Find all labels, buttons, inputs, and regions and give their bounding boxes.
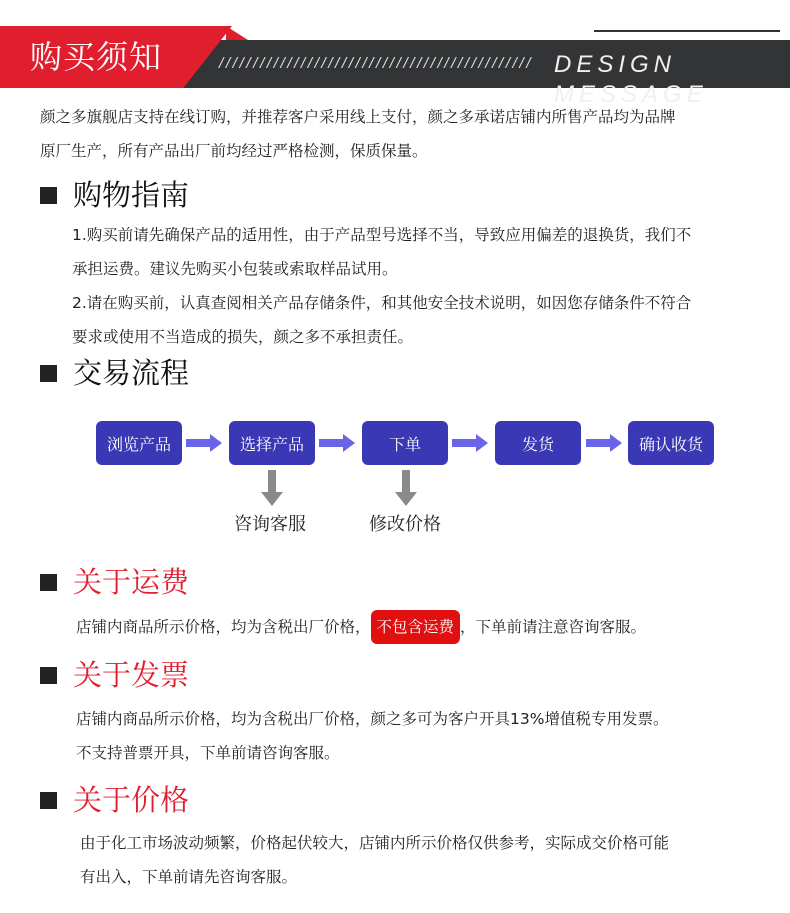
square-bullet-icon [40,792,57,809]
arrow-right-icon [319,434,355,452]
arrow-right-icon [452,434,488,452]
no-shipping-badge: 不包含运费 [371,610,461,644]
header-top-line [594,30,780,32]
section-shipping-heading [40,562,189,602]
price-paragraph [80,826,669,894]
square-bullet-icon [40,667,57,684]
invoice-paragraph [76,702,668,770]
arrow-right-icon [586,434,622,452]
header-subtitle: DESIGN MESSAGE [554,51,708,108]
section-price-heading [40,780,189,820]
header-hatch-decoration: ////////////////////////////////////////////// [218,56,533,71]
intro-paragraph [40,100,780,168]
section-title: 购物指南 [73,178,190,212]
section-title: 交易流程 [73,356,190,390]
flow-step-order: 下单 [362,421,448,465]
flow-step-ship: 发货 [495,421,581,465]
intro-line: 颜之多旗舰店支持在线订购，并推荐客户采用线上支付，颜之多承诺店铺内所售产品均为品牌 [40,108,676,126]
flow-step-select: 选择产品 [229,421,315,465]
shipping-paragraph [76,610,646,644]
page-title: 购买须知 [30,38,163,76]
section-shopping-guide-heading [40,175,189,215]
flow-step-browse: 浏览产品 [96,421,182,465]
shipping-text: ，下单前请注意咨询客服。 [460,618,647,636]
invoice-line: 店铺内商品所示价格，均为含税出厂价格，颜之多可为客户开具13%增值税专用发票。 [76,710,669,728]
flow-note-modify-price: 修改价格 [369,514,441,535]
section-title: 关于发票 [73,658,190,692]
invoice-line: 不支持普票开具，下单前请咨询客服。 [76,744,340,762]
arrow-right-icon [186,434,222,452]
arrow-down-icon [261,470,283,506]
shopping-guide-paragraph [72,218,784,354]
guide-line: 承担运费。建议先购买小包装或索取样品试用。 [72,260,398,278]
shipping-text: 店铺内商品所示价格，均为含税出厂价格， [76,618,371,636]
guide-line: 1.购买前请先确保产品的适用性，由于产品型号选择不当，导致应用偏差的退换货，我们不 [72,226,692,244]
square-bullet-icon [40,574,57,591]
section-title: 关于运费 [73,565,190,599]
price-line: 由于化工市场波动频繁，价格起伏较大，店铺内所示价格仅供参考，实际成交价格可能 [80,834,670,852]
price-line: 有出入，下单前请先咨询客服。 [80,868,298,886]
section-invoice-heading [40,655,189,695]
flow-step-confirm: 确认收货 [628,421,714,465]
guide-line: 2.请在购买前，认真查阅相关产品存储条件，和其他安全技术说明，如因您存储条件不符合 [72,294,692,312]
flow-note-consult: 咨询客服 [234,514,306,535]
arrow-down-icon [395,470,417,506]
section-trade-flow-heading [40,353,189,393]
square-bullet-icon [40,187,57,204]
guide-line: 要求或使用不当造成的损失，颜之多不承担责任。 [72,328,414,346]
section-title: 关于价格 [73,783,190,817]
intro-line: 原厂生产，所有产品出厂前均经过严格检测，保质保量。 [40,142,428,160]
square-bullet-icon [40,365,57,382]
